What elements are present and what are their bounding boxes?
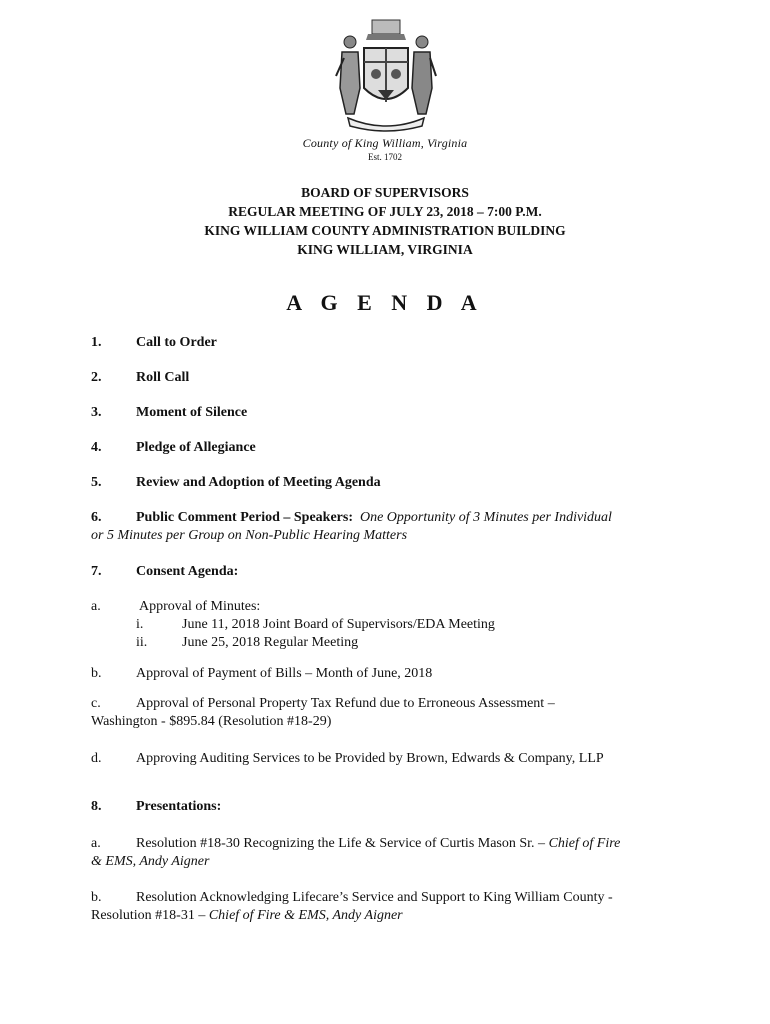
sub-label: Resolution #18-30 Recognizing the Life & Service of Curtis Mason Sr. –	[136, 836, 546, 851]
sub-letter: b.	[91, 890, 102, 905]
sub-label: Approving Auditing Services to be Provided by Brown, Edwards & Company, LLP	[136, 751, 604, 766]
meeting-header	[0, 183, 770, 259]
item-note-continued: or 5 Minutes per Group on Non-Public Hearing Matters	[91, 528, 408, 543]
county-name: County of King William, Virginia	[302, 136, 468, 150]
item-label: Review and Adoption of Meeting Agenda	[136, 475, 381, 490]
sub-letter: d.	[91, 751, 102, 766]
established-year: Est. 1702	[367, 152, 402, 162]
minutes-entry: June 11, 2018 Joint Board of Supervisors/EDA Meeting	[182, 617, 495, 632]
sub-label-continued: Washington - $895.84 (Resolution #18-29)	[91, 714, 332, 729]
roman-numeral: i.	[136, 617, 144, 632]
sub-label: Resolution Acknowledging Lifecare’s Service and Support to King William County -	[136, 890, 613, 905]
sub-letter: b.	[91, 666, 102, 681]
item-number: 7.	[91, 564, 102, 579]
item-label: Public Comment Period – Speakers:	[136, 510, 353, 525]
sub-label: Approval of Personal Property Tax Refund due to Erroneous Assessment –	[136, 696, 555, 711]
minutes-entry: June 25, 2018 Regular Meeting	[182, 635, 359, 650]
item-number: 2.	[91, 370, 102, 385]
item-note: One Opportunity of 3 Minutes per Individual	[359, 510, 612, 525]
header-line-board: BOARD OF SUPERVISORS	[301, 185, 469, 200]
item-label: Consent Agenda:	[136, 564, 239, 579]
item-number: 8.	[91, 799, 102, 814]
sub-letter: a.	[91, 599, 101, 614]
roman-numeral: ii.	[136, 635, 148, 650]
item-number: 1.	[91, 335, 102, 350]
item-label: Call to Order	[136, 335, 217, 350]
presenter-name: Chief of Fire & EMS, Andy Aigner	[208, 908, 403, 923]
item-label: Presentations:	[136, 799, 222, 814]
item-label: Moment of Silence	[136, 405, 248, 420]
item-label: Roll Call	[136, 370, 190, 385]
sub-letter: a.	[91, 836, 101, 851]
sub-letter: c.	[91, 696, 101, 711]
item-number: 4.	[91, 440, 102, 455]
agenda-title: A G E N D A	[286, 290, 484, 315]
item-number: 6.	[91, 510, 102, 525]
item-label: Pledge of Allegiance	[136, 440, 256, 455]
header-line-building: KING WILLIAM COUNTY ADMINISTRATION BUILDING	[204, 223, 566, 238]
sub-label: Approval of Payment of Bills – Month of June, 2018	[136, 666, 433, 681]
sub-label: Approval of Minutes:	[139, 599, 261, 614]
presenter-name-continued: & EMS, Andy Aigner	[91, 854, 210, 869]
item-number: 3.	[91, 405, 102, 420]
presenter-name: Chief of Fire	[548, 836, 621, 851]
header-line-meeting: REGULAR MEETING OF JULY 23, 2018 – 7:00 P.M.	[228, 204, 542, 219]
header-line-location: KING WILLIAM, VIRGINIA	[297, 242, 473, 257]
sub-label-continued: Resolution #18-31 –	[91, 908, 206, 923]
county-seal-icon	[334, 18, 438, 134]
item-number: 5.	[91, 475, 102, 490]
